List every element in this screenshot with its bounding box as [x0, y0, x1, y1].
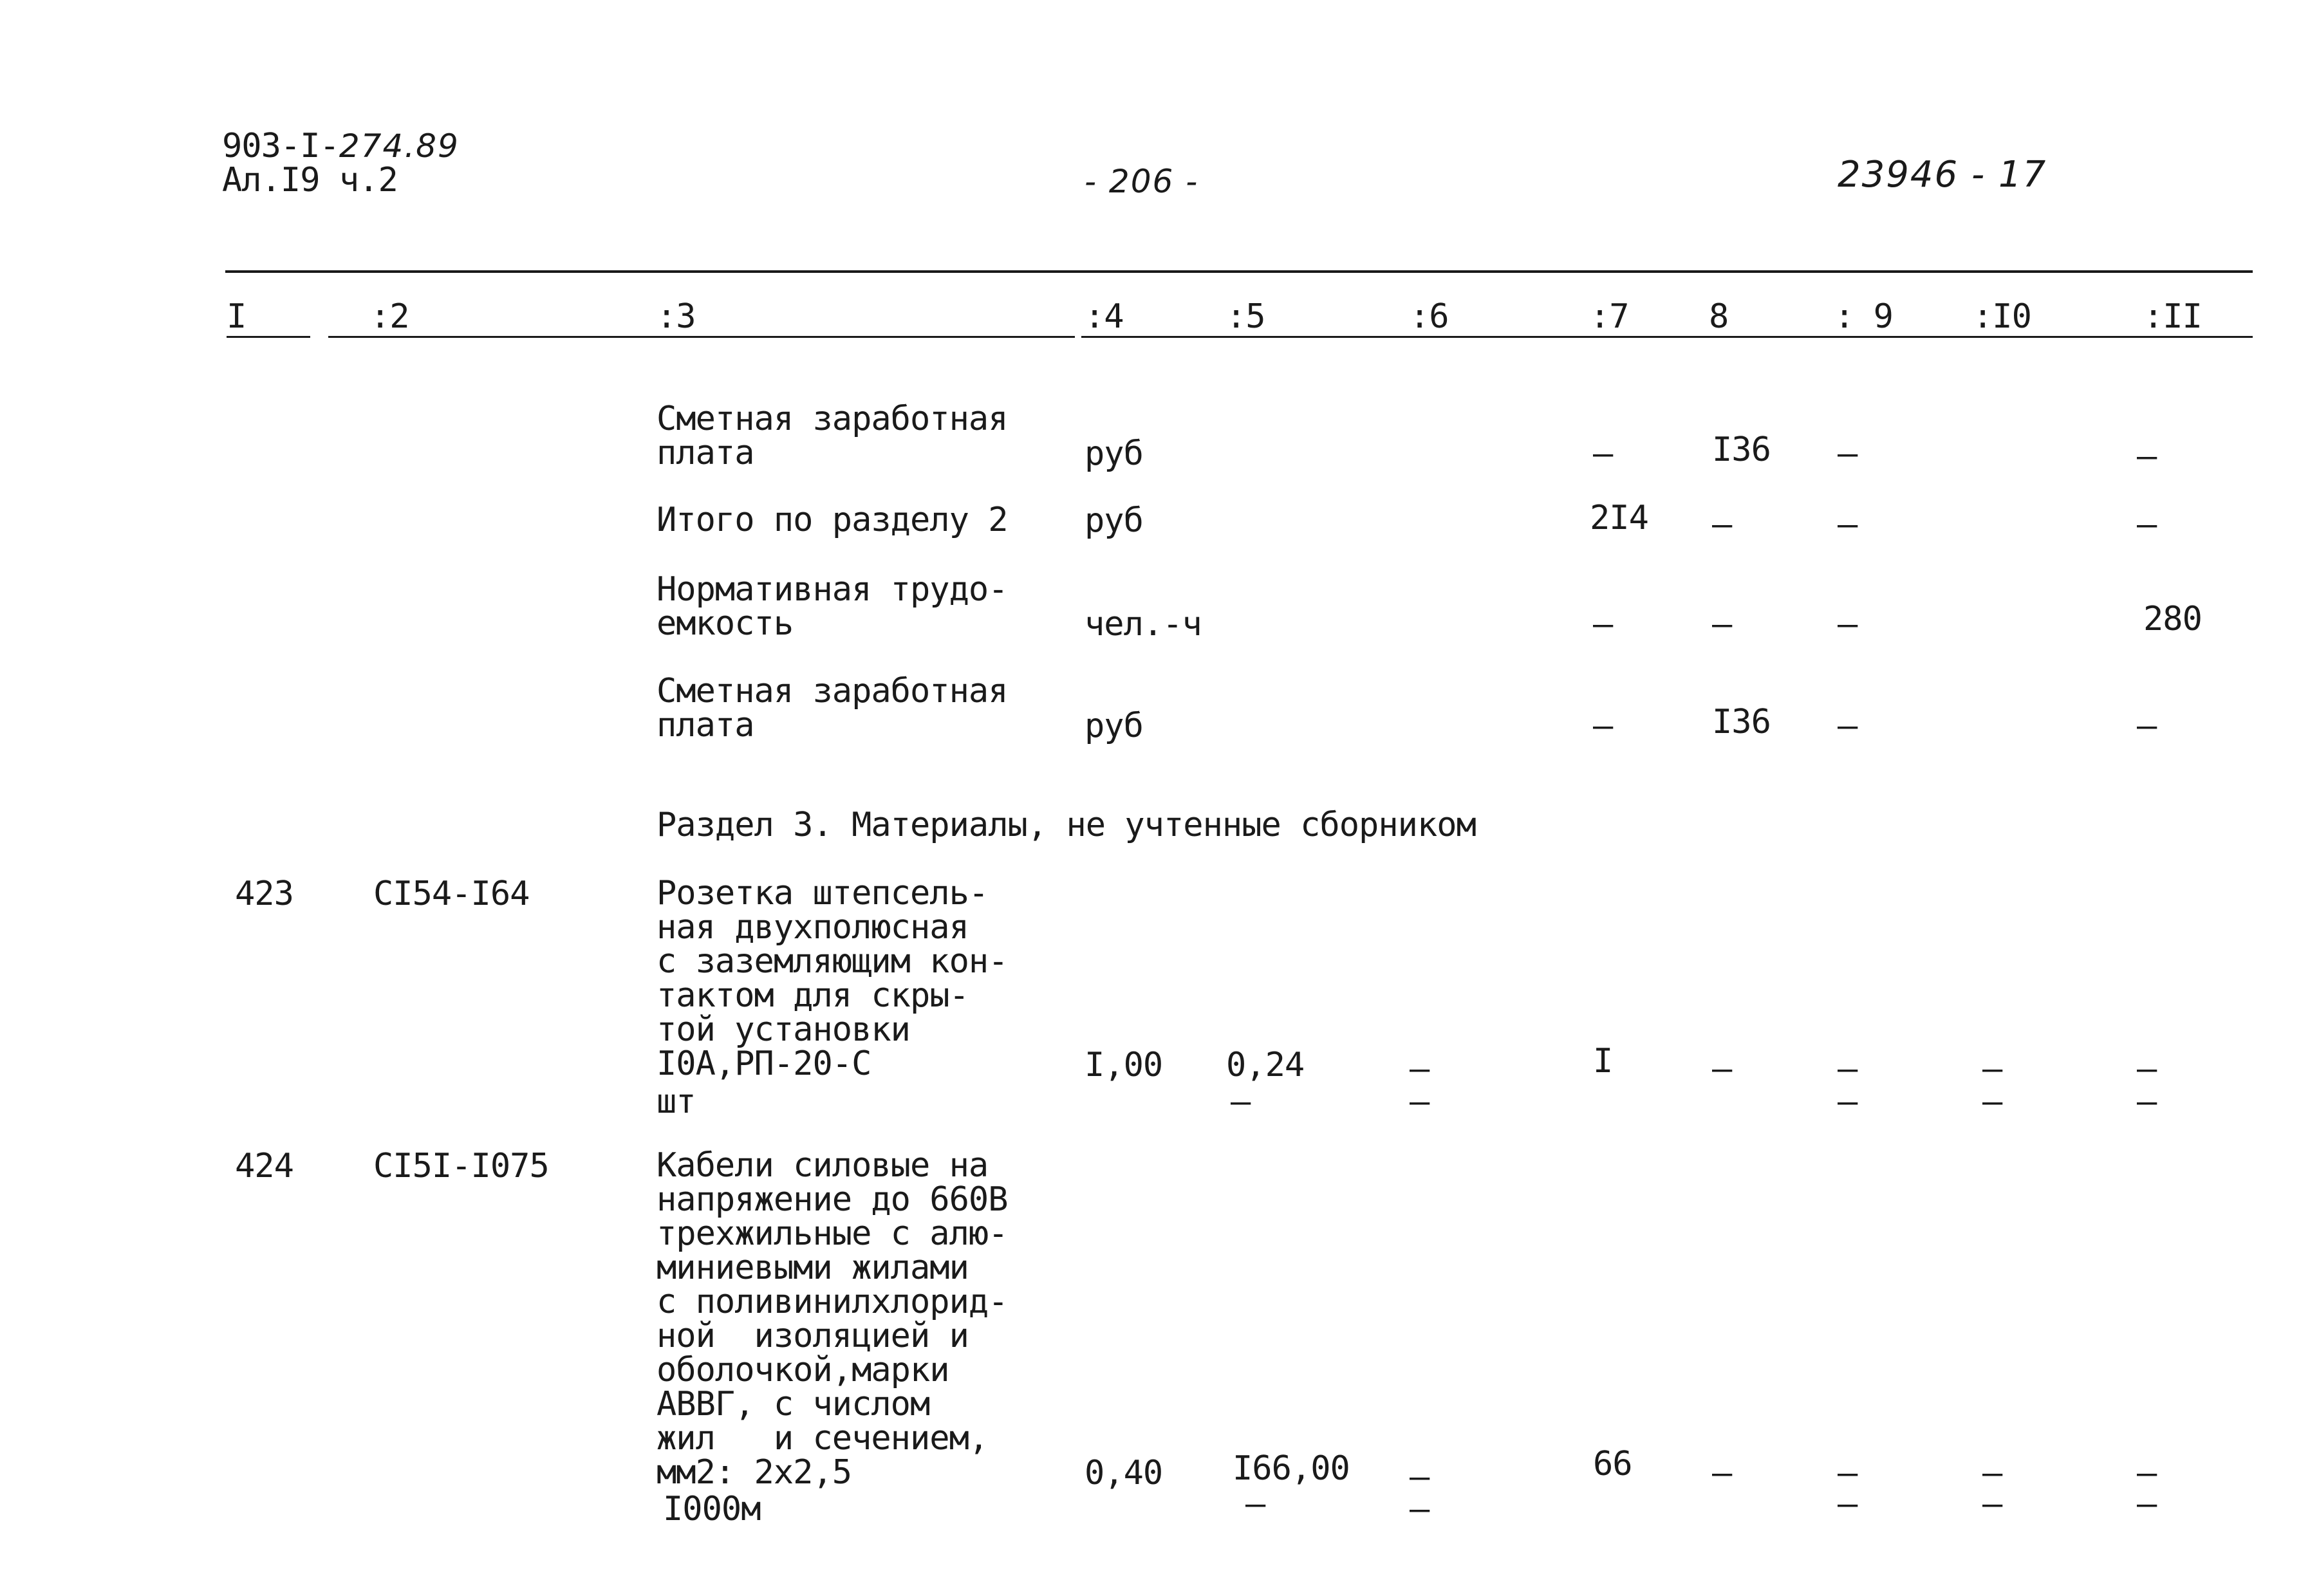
col-header-4: :4 — [1085, 297, 1124, 336]
item-col4: I,00 — [1085, 1046, 1163, 1084]
col-header-7: :7 — [1590, 297, 1629, 336]
row-description: Сметная заработная плата — [657, 400, 1008, 472]
row-col8: – — [1712, 605, 1732, 644]
item-col10-sub: – — [1982, 1485, 2002, 1523]
row-col8: I36 — [1712, 703, 1771, 741]
col-header-5: :5 — [1226, 297, 1265, 336]
item-col10-sub: – — [1982, 1082, 2002, 1121]
item-col5-sub: – — [1245, 1485, 1265, 1523]
document-code — [222, 129, 460, 163]
row-description: Итого по разделу 2 — [657, 501, 1008, 539]
item-col11-sub: – — [2137, 1485, 2157, 1523]
item-unit: шт — [657, 1082, 696, 1121]
item-col10: – — [1982, 1050, 2002, 1088]
col-header-3: :3 — [657, 297, 696, 336]
item-col5: 0,24 — [1226, 1046, 1305, 1084]
col-header-9: : 9 — [1834, 297, 1893, 336]
item-description: Кабели силовые на напряжение до 660В трехжильные с алю- миниевыми жилами с поливинилхлорид- ной изоляцией и оболочкой,марки АВВГ, с числом жил и сечением, мм2: 2х2,5 — [657, 1146, 1008, 1492]
row-col11: – — [2137, 437, 2157, 476]
document-code-typed: 903-I- — [222, 127, 339, 165]
col-underline-1 — [227, 336, 310, 338]
row-col7: – — [1593, 434, 1613, 473]
row-col8: – — [1712, 505, 1732, 544]
item-col10: – — [1982, 1454, 2002, 1492]
item-code: CI54-I64 — [373, 875, 530, 913]
document-code-handwritten: 274.89 — [339, 127, 460, 165]
item-number: 423 — [235, 875, 293, 913]
item-col7: I — [1593, 1042, 1613, 1081]
item-col5-sub: – — [1231, 1082, 1251, 1121]
item-col11-sub: – — [2137, 1082, 2157, 1121]
sheet-code: 23946 - 17 — [1838, 154, 2047, 196]
row-col7: – — [1593, 605, 1613, 644]
col-underline-4-11 — [1081, 336, 2253, 338]
row-col7: – — [1593, 707, 1613, 745]
item-col9-sub: – — [1838, 1082, 1858, 1121]
row-unit: руб — [1085, 707, 1143, 745]
col-underline-2-3 — [328, 336, 1075, 338]
item-col6: – — [1410, 1458, 1430, 1496]
row-unit: руб — [1085, 501, 1143, 540]
item-col8: – — [1712, 1454, 1732, 1492]
item-col6-sub: – — [1410, 1490, 1430, 1528]
row-col9: – — [1838, 707, 1858, 745]
col-header-6: :6 — [1410, 297, 1449, 336]
item-col11: – — [2137, 1050, 2157, 1088]
item-description: Розетка штепсель- ная двухполюсная с заземляющим кон- тактом для скры- той установки I0А,РП-20-С — [657, 874, 1008, 1083]
row-col9: – — [1838, 605, 1858, 644]
item-col11: – — [2137, 1454, 2157, 1492]
row-col11: – — [2137, 505, 2157, 544]
row-col9: – — [1838, 505, 1858, 544]
item-col6-sub: – — [1410, 1082, 1430, 1121]
item-code: CI5I-I075 — [373, 1147, 549, 1185]
row-col9: – — [1838, 434, 1858, 473]
row-unit: руб — [1085, 434, 1143, 473]
col-header-8: 8 — [1709, 297, 1729, 336]
item-col8: – — [1712, 1050, 1732, 1088]
item-col6: – — [1410, 1050, 1430, 1088]
col-header-11: :II — [2143, 297, 2202, 336]
table-top-rule — [225, 270, 2253, 273]
row-col11: – — [2137, 707, 2157, 745]
item-col4: 0,40 — [1085, 1454, 1163, 1492]
item-col9-sub: – — [1838, 1485, 1858, 1523]
album-label: Ал.I9 ч.2 — [222, 161, 398, 200]
row-col7: 2I4 — [1590, 499, 1648, 537]
item-col9: – — [1838, 1050, 1858, 1088]
col-header-2: :2 — [370, 297, 409, 336]
col-header-1: I — [227, 297, 247, 336]
item-col9: – — [1838, 1454, 1858, 1492]
row-unit: чел.-ч — [1085, 605, 1202, 644]
item-unit: I000м — [663, 1490, 761, 1528]
row-col8: I36 — [1712, 431, 1771, 469]
section-title: Раздел 3. Материалы, не учтенные сборником — [657, 806, 1476, 844]
row-col11: 280 — [2143, 600, 2202, 638]
item-col5: I66,00 — [1233, 1449, 1350, 1488]
row-description: Нормативная трудо- емкость — [657, 570, 1008, 643]
row-description: Сметная заработная плата — [657, 672, 1008, 745]
col-header-10: :I0 — [1973, 297, 2031, 336]
item-number: 424 — [235, 1147, 293, 1185]
page-number: - 206 - — [1085, 163, 1199, 200]
item-col7: 66 — [1593, 1445, 1632, 1483]
